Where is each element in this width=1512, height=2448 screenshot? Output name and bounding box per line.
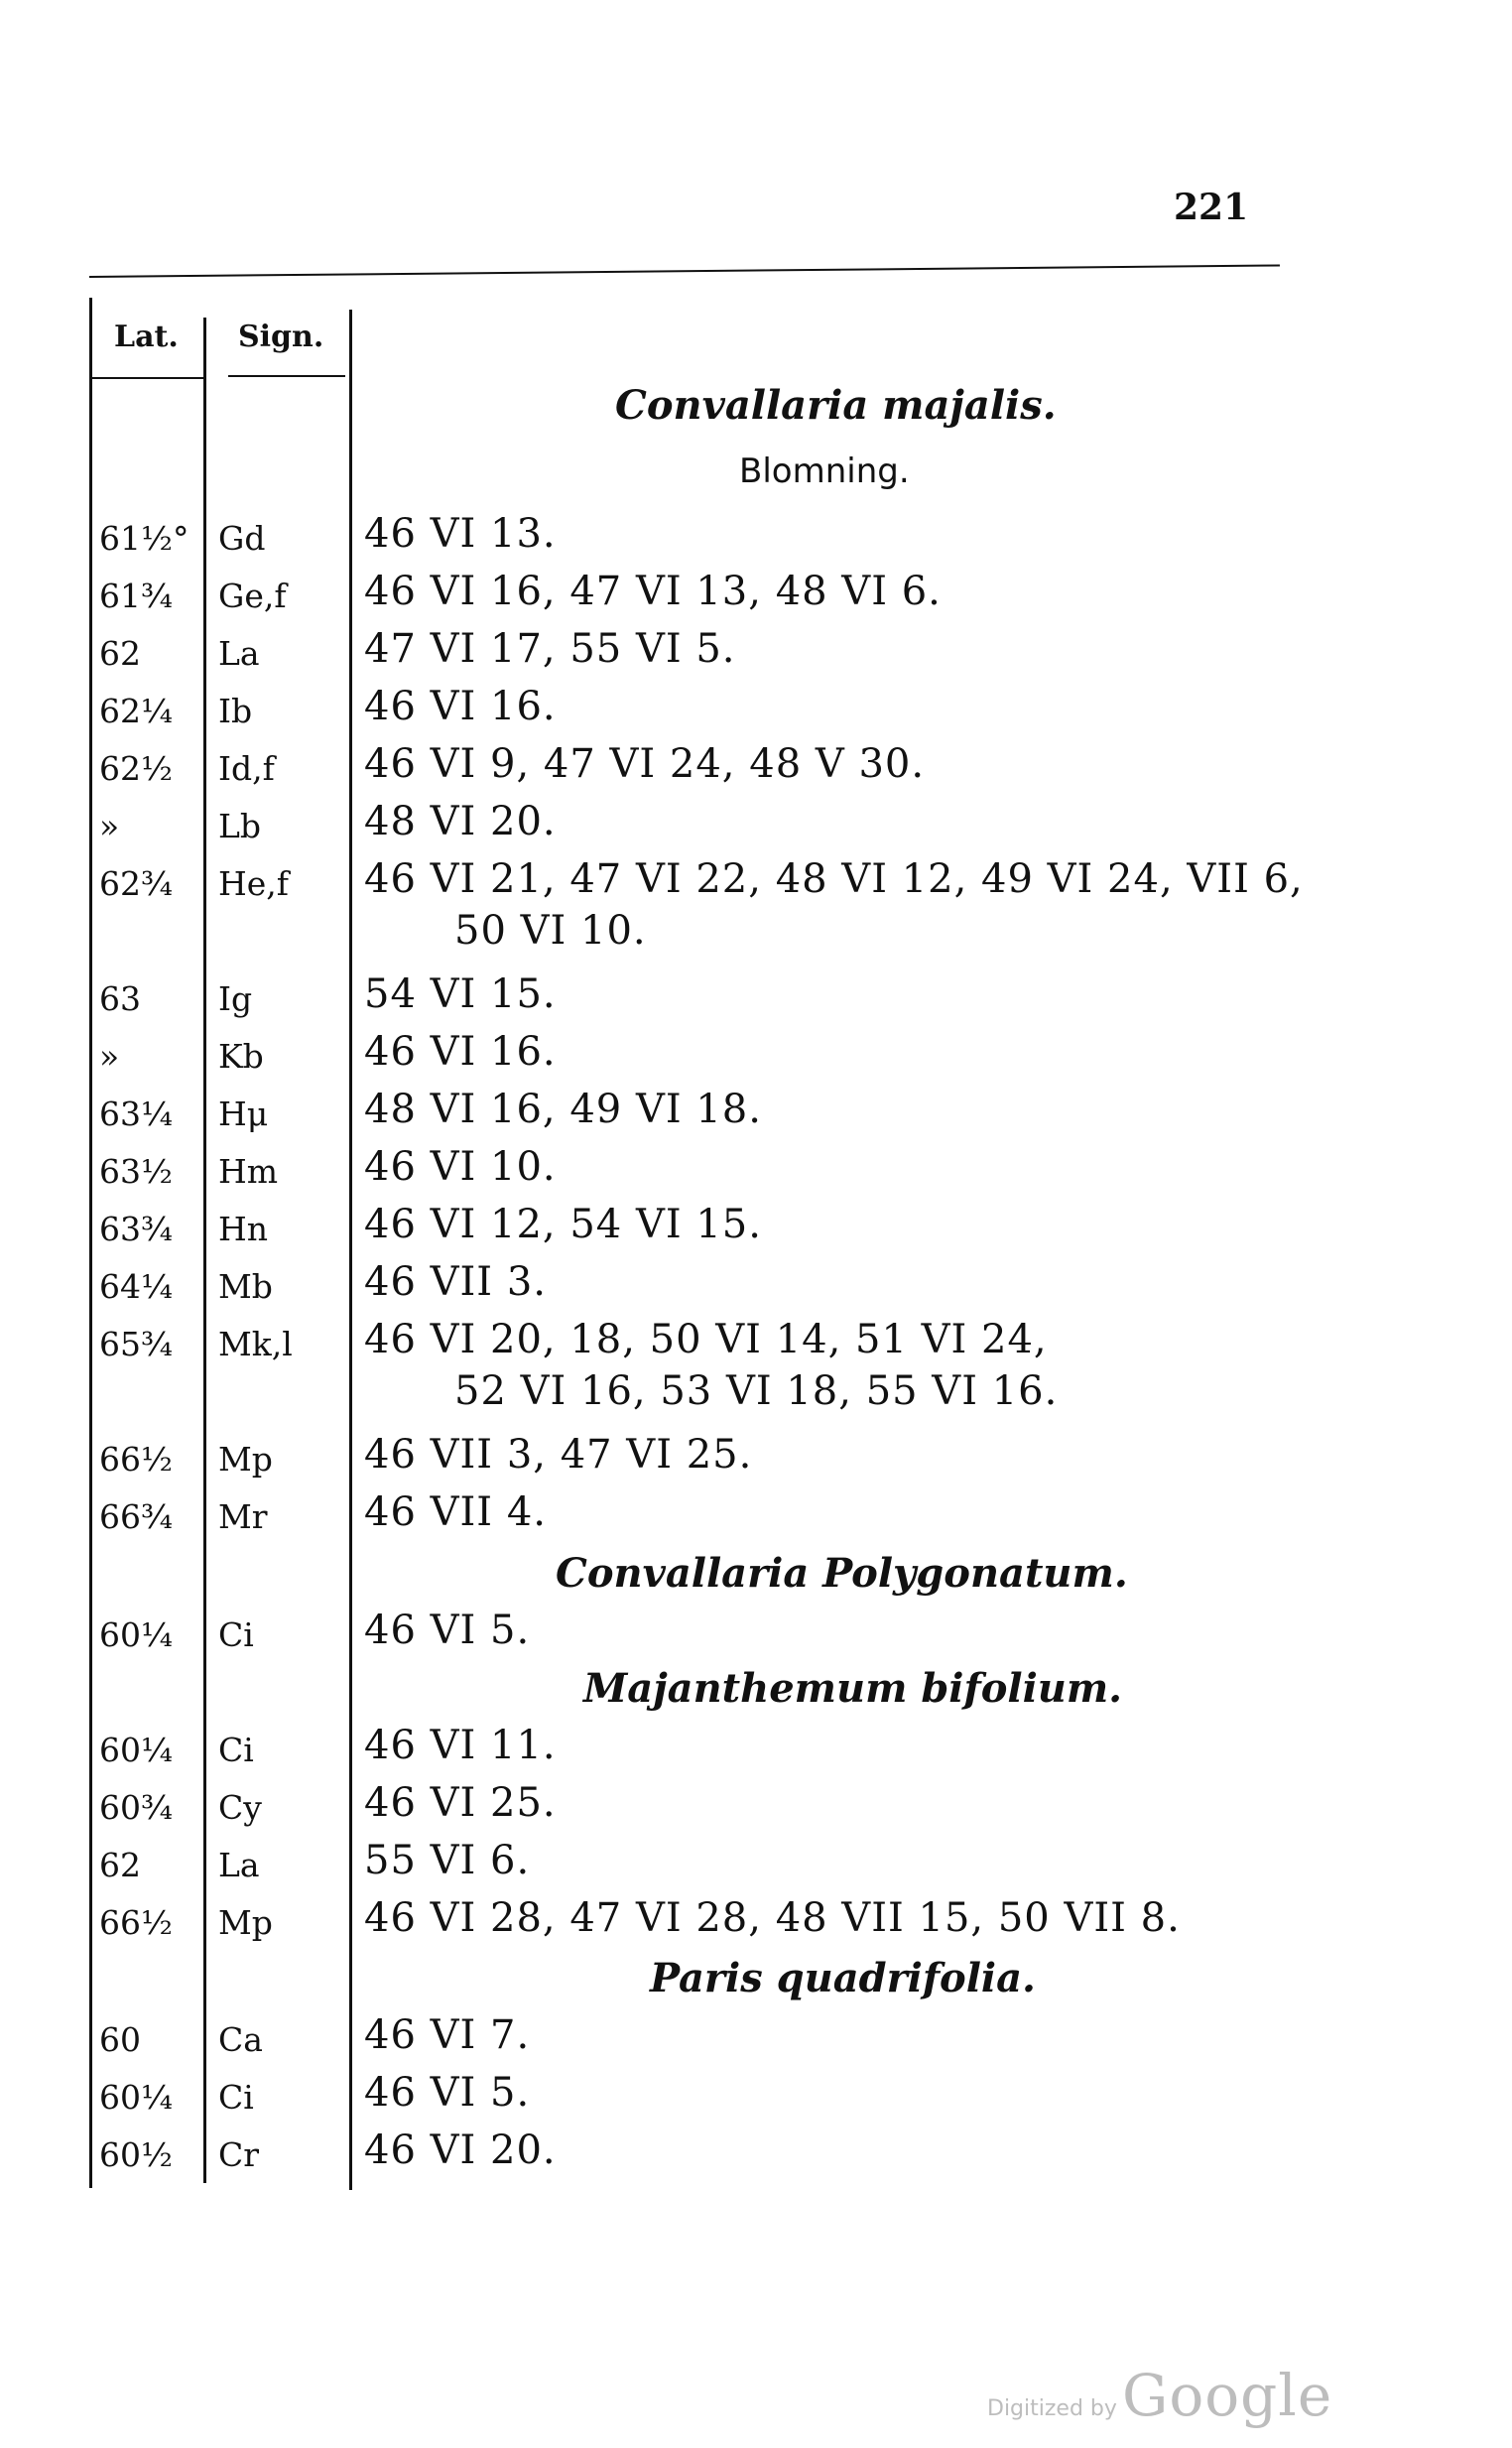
table-row (94, 1259, 1315, 1317)
sign-value: Cr (218, 2135, 260, 2174)
observation-entry: 47 VI 17, 55 VI 5. (364, 626, 736, 672)
sign-value: Cy (218, 1788, 262, 1827)
sign-value: Ig (218, 979, 253, 1018)
lat-value: 62¾ (99, 864, 173, 903)
header-lat: Lat. (114, 320, 179, 354)
table-row (94, 2070, 1315, 2127)
observation-entry: 46 VI 20, 18, 50 VI 14, 51 VI 24, (364, 1317, 1048, 1362)
sign-value: Ge,f (218, 577, 287, 615)
observation-entry: 46 VI 11. (364, 1723, 557, 1768)
table-row (94, 1895, 1315, 1953)
lat-value: 60¼ (99, 2078, 173, 2117)
sign-value: Mp (218, 1903, 273, 1942)
table-row (94, 1144, 1315, 1202)
section-title: Convallaria majalis. (615, 382, 1057, 429)
sign-value: Mp (218, 1440, 273, 1479)
header-underline-lat (92, 377, 203, 379)
lat-value: 62 (99, 634, 141, 673)
observation-entry-continued: 50 VI 10. (454, 908, 647, 954)
observation-entry: 48 VI 20. (364, 799, 557, 844)
top-rule (89, 264, 1280, 278)
lat-value: 62¼ (99, 692, 173, 730)
lat-value: 63 (99, 979, 141, 1018)
lat-value: 60½ (99, 2135, 173, 2174)
lat-value: » (99, 1037, 120, 1076)
sign-value: Mr (218, 1497, 268, 1536)
observation-entry: 46 VI 16. (364, 1029, 557, 1075)
column-divider-lat (89, 298, 92, 2188)
table-row (94, 511, 1315, 569)
observation-entry: 46 VI 10. (364, 1144, 557, 1190)
lat-value: 64¼ (99, 1267, 173, 1306)
observation-entry: 46 VI 5. (364, 2070, 531, 2116)
lat-value: 61½° (99, 519, 189, 558)
table-row (94, 1723, 1315, 1780)
sign-value: Hμ (218, 1095, 269, 1133)
table-row (94, 856, 1315, 971)
sign-value: Mb (218, 1267, 273, 1306)
table-row (94, 1608, 1315, 1665)
observation-entry: 46 VI 9, 47 VI 24, 48 V 30. (364, 741, 926, 787)
lat-value: 61¾ (99, 577, 173, 615)
sign-value: Mk,l (218, 1325, 293, 1363)
table-row (94, 2012, 1315, 2070)
observation-entry: 46 VII 3, 47 VI 25. (364, 1432, 753, 1478)
lat-value: 60 (99, 2020, 141, 2059)
lat-value: 66½ (99, 1903, 173, 1942)
table-row (94, 1087, 1315, 1144)
section-title: Paris quadrifolia. (650, 1955, 1036, 2001)
header-underline-sign (228, 375, 345, 377)
observation-entry: 46 VI 12, 54 VI 15. (364, 1202, 762, 1247)
table-row (94, 971, 1315, 1029)
page-number: 221 (1174, 187, 1249, 228)
observation-entry: 48 VI 16, 49 VI 18. (364, 1087, 762, 1132)
sign-value: He,f (218, 864, 290, 903)
table-row (94, 1202, 1315, 1259)
google-logo: Google (1122, 2362, 1333, 2429)
lat-value: 66½ (99, 1440, 173, 1479)
sign-value: Gd (218, 519, 266, 558)
sign-value: Ca (218, 2020, 263, 2059)
sign-value: Id,f (218, 749, 275, 788)
observation-entry: 46 VII 4. (364, 1489, 547, 1535)
observation-entry: 55 VI 6. (364, 1838, 531, 1883)
observation-entry: 46 VI 16, 47 VI 13, 48 VI 6. (364, 569, 942, 614)
lat-value: 66¾ (99, 1497, 173, 1536)
lat-value: 63¾ (99, 1210, 173, 1248)
digitized-label: Digitized by (987, 2396, 1117, 2421)
sign-value: Ib (218, 692, 253, 730)
header-sign: Sign. (238, 320, 324, 354)
observation-entry: 46 VII 3. (364, 1259, 547, 1305)
table-row (94, 1838, 1315, 1895)
observation-entry: 54 VI 15. (364, 971, 557, 1017)
lat-value: 62 (99, 1846, 141, 1884)
sign-value: Ci (218, 1615, 254, 1654)
sign-value: La (218, 1846, 260, 1884)
lat-value: » (99, 807, 120, 845)
observation-entry: 46 VI 16. (364, 684, 557, 729)
lat-value: 60¼ (99, 1615, 173, 1654)
sign-value: Kb (218, 1037, 264, 1076)
observation-entry-continued: 52 VI 16, 53 VI 18, 55 VI 16. (454, 1368, 1059, 1414)
table-row (94, 741, 1315, 799)
table-row (94, 2127, 1315, 2185)
sign-value: Ci (218, 1731, 254, 1769)
sign-value: Lb (218, 807, 262, 845)
table-row (94, 1432, 1315, 1489)
lat-value: 60¾ (99, 1788, 173, 1827)
section-title: Majanthemum bifolium. (583, 1665, 1123, 1712)
section-subtitle: Blomning. (739, 451, 910, 491)
table-row (94, 569, 1315, 626)
table-row (94, 1489, 1315, 1547)
observation-entry: 46 VI 13. (364, 511, 557, 557)
table-row (94, 1780, 1315, 1838)
sign-value: La (218, 634, 260, 673)
sign-value: Ci (218, 2078, 254, 2117)
lat-value: 63½ (99, 1152, 173, 1191)
observation-entry: 46 VI 20. (364, 2127, 557, 2173)
lat-value: 63¼ (99, 1095, 173, 1133)
section-title: Convallaria Polygonatum. (556, 1550, 1128, 1597)
observation-entry: 46 VI 5. (364, 1608, 531, 1653)
sign-value: Hm (218, 1152, 279, 1191)
digitized-footer (987, 2362, 1332, 2429)
observation-entry: 46 VI 21, 47 VI 22, 48 VI 12, 49 VI 24, VII 6, (364, 856, 1304, 902)
table-row (94, 1317, 1315, 1432)
table-row (94, 626, 1315, 684)
table-row (94, 1029, 1315, 1087)
observation-entry: 46 VI 25. (364, 1780, 557, 1826)
lat-value: 65¾ (99, 1325, 173, 1363)
table-row (94, 799, 1315, 856)
observation-entry: 46 VI 28, 47 VI 28, 48 VII 15, 50 VII 8. (364, 1895, 1181, 1941)
table-row (94, 684, 1315, 741)
sign-value: Hn (218, 1210, 269, 1248)
lat-value: 62½ (99, 749, 173, 788)
observation-entry: 46 VI 7. (364, 2012, 531, 2058)
lat-value: 60¼ (99, 1731, 173, 1769)
